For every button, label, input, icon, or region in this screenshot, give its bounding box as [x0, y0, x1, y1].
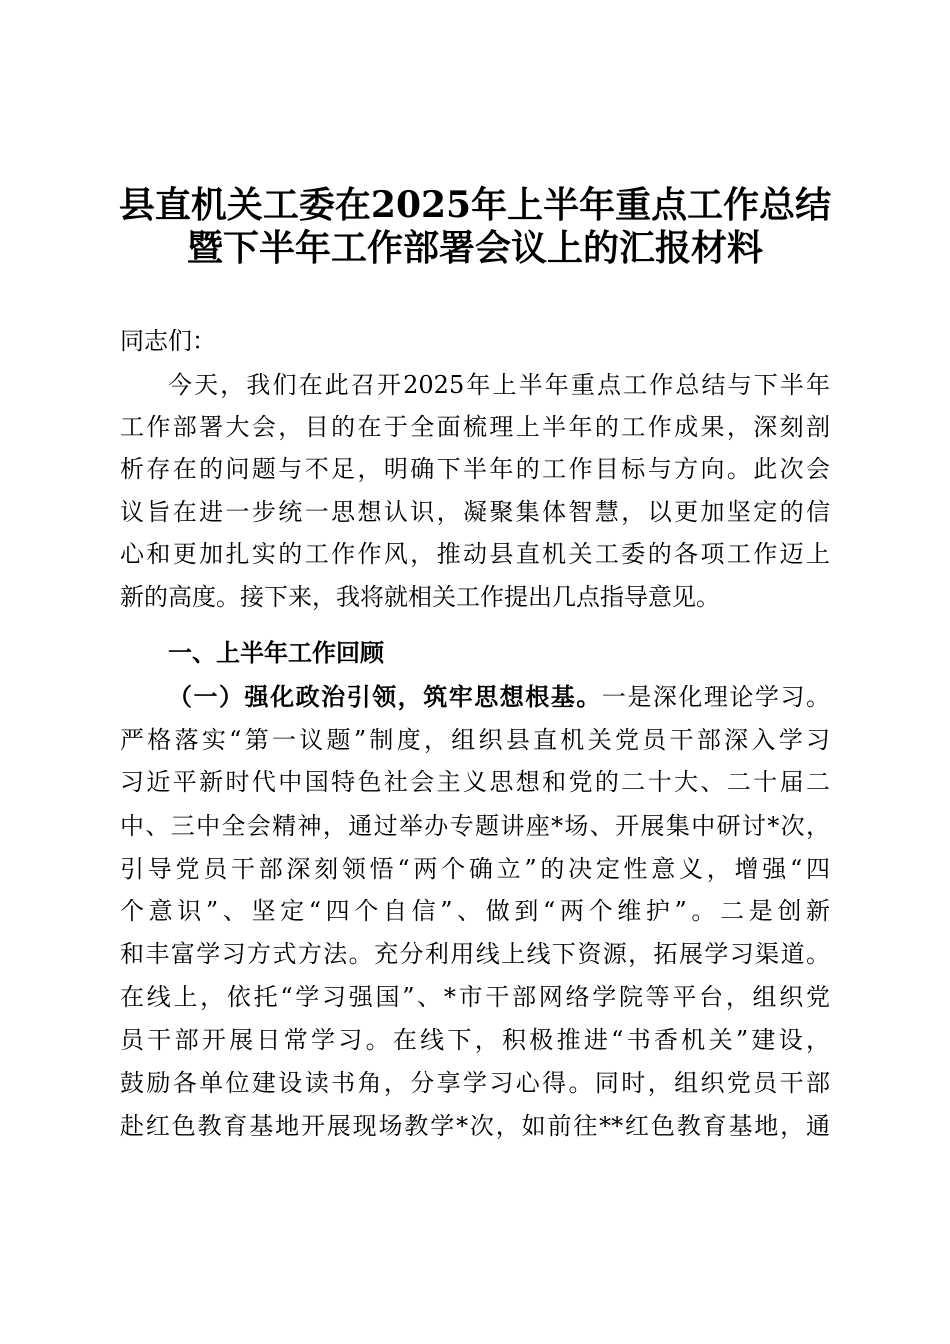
document-title-line-2: 暨下半年工作部署会议上的汇报材料 — [186, 227, 763, 269]
body-line-6: 和丰富学习方式方法。充分利用线上线下资源，拓展学习渠道。 — [120, 940, 830, 968]
intro-line-5: 心和更加扎实的工作作风，推动县直机关工委的各项工作迈上 — [120, 540, 830, 568]
intro-line-2: 工作部署大会，目的在于全面梳理上半年的工作成果，深刻剖 — [120, 413, 830, 441]
body-line-9: 鼓励各单位建设读书角，分享学习心得。同时，组织党员干部 — [120, 1069, 830, 1097]
body-line-4: 引导党员干部深刻领悟“两个确立”的决定性意义，增强“四 — [120, 855, 830, 883]
intro-line-3: 析存在的问题与不足，明确下半年的工作目标与方向。此次会 — [120, 455, 830, 483]
body-line-10: 赴红色教育基地开展现场教学*次，如前往**红色教育基地，通 — [120, 1112, 830, 1140]
section-heading: 一、上半年工作回顾 — [168, 639, 384, 667]
salutation: 同志们： — [120, 327, 216, 355]
intro-line-1: 今天，我们在此召开2025年上半年重点工作总结与下半年 — [168, 371, 830, 399]
body-line-1: 严格落实“第一议题”制度，组织县直机关党员干部深入学习 — [120, 726, 830, 754]
document-title-line-1: 县直机关工委在2025年上半年重点工作总结 — [118, 184, 832, 226]
body-line-3: 中、三中全会精神，通过举办专题讲座*场、开展集中研讨*次， — [120, 812, 830, 840]
subsection-first-line — [120, 684, 830, 710]
body-line-8: 员干部开展日常学习。在线下，积极推进“书香机关”建设， — [120, 1026, 830, 1054]
body-line-2: 习近平新时代中国特色社会主义思想和党的二十大、二十届二 — [120, 768, 830, 796]
intro-line-4: 议旨在进一步统一思想认识，凝聚集体智慧，以更加坚定的信 — [120, 498, 830, 526]
subsection-heading: （一）强化政治引领，筑牢思想根基。 — [168, 683, 602, 711]
intro-line-6: 新的高度。接下来，我将就相关工作提出几点指导意见。 — [120, 583, 720, 611]
body-line-7: 在线上，依托“学习强国”、*市干部网络学院等平台，组织党 — [120, 983, 830, 1011]
body-line-5: 个意识”、坚定“四个自信”、做到“两个维护”。二是创新 — [120, 897, 830, 925]
subsection-first-rest: 一是深化理论学习。 — [601, 683, 831, 711]
